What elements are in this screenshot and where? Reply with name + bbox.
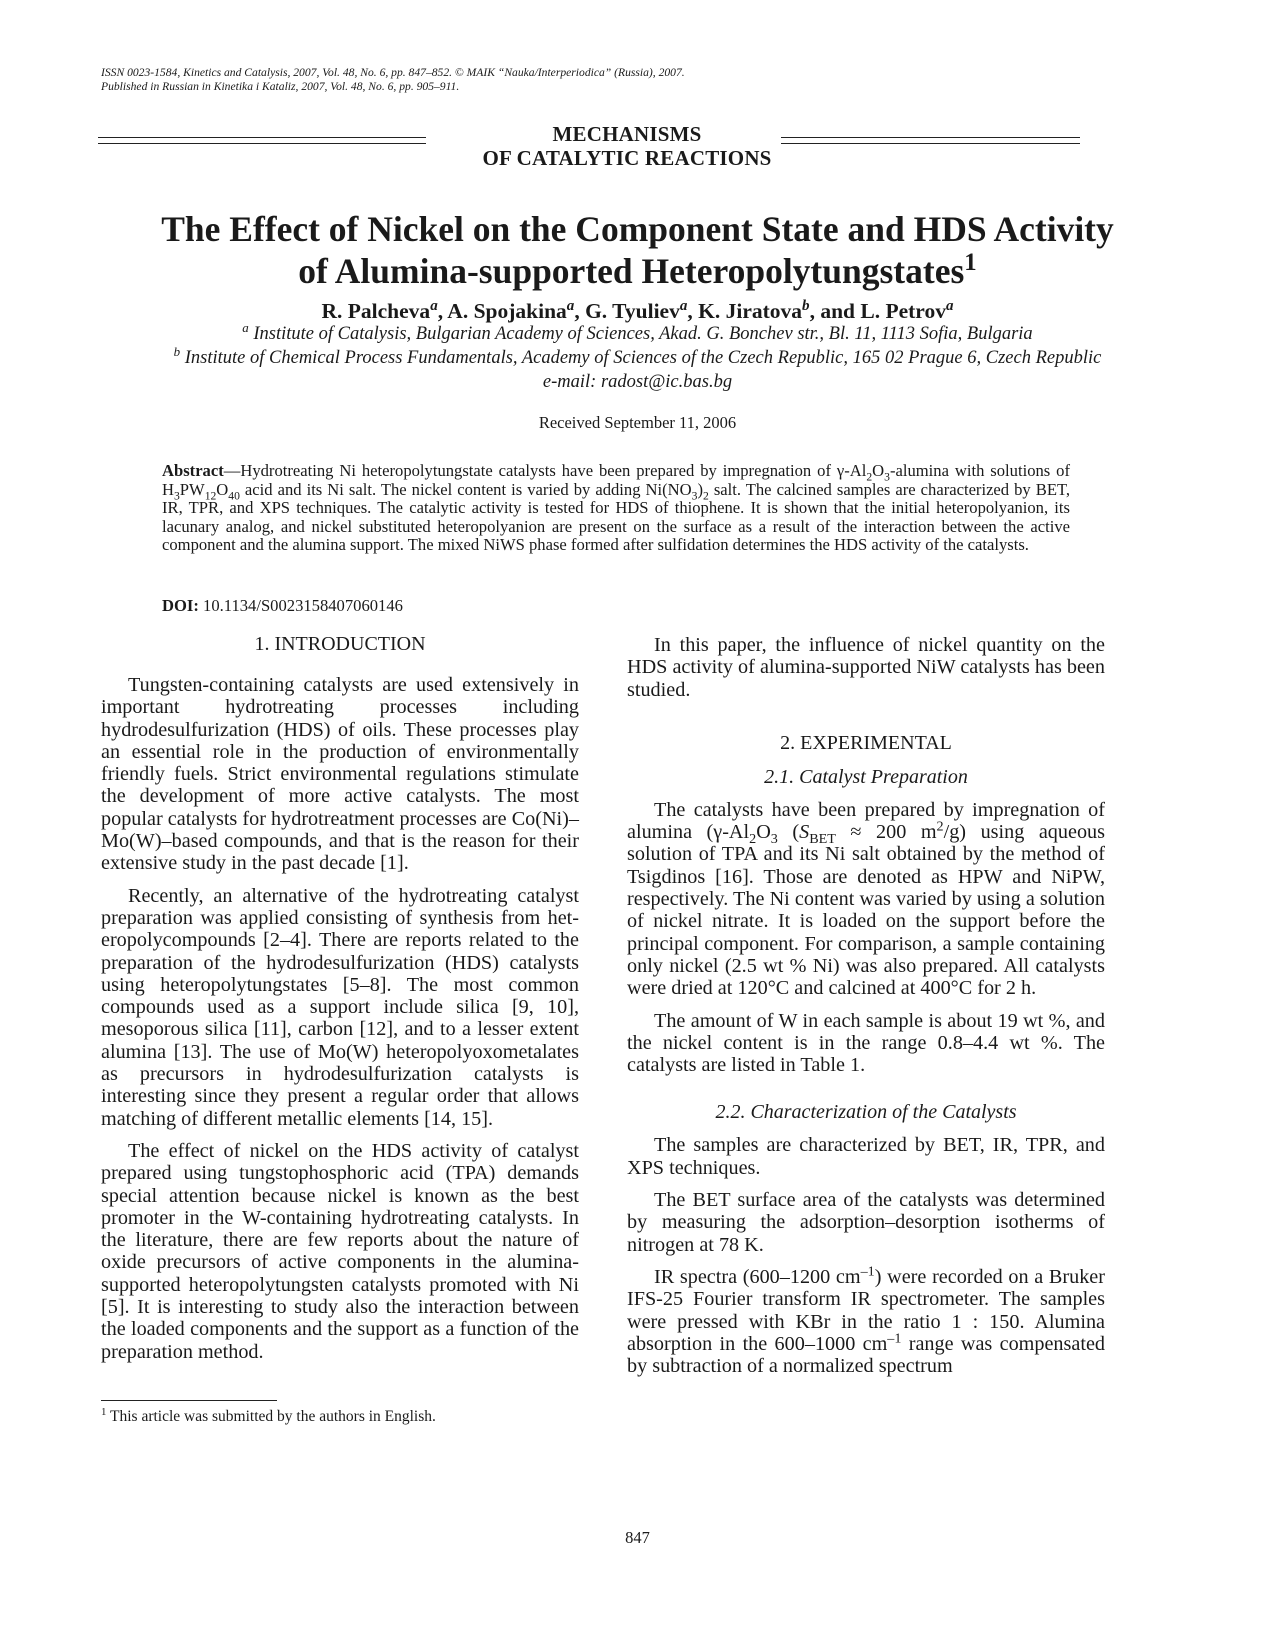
preparation-paragraph: The catalysts have been prepared by impregnation of alumina ($\gamma-Al_2O_3$ ($S_{BET} \approx 200$ $m^2/g$) using aqueous solution of TPA and its Ni salt obtained by the method of Tsigdinos [16]. Those are denoted as HPW and NiPW, respectively. The Ni content was varied by using a solution of nickel nitrate. It is loaded on the support before the principal component. For comparison, a sample containing only nickel (2.5 wt % Ni) was also prepared. All catalysts were dried at 120°C and calcined at 400°C for 2 h. (627, 798, 1105, 1000)
intro-heading: 1. INTRODUCTION (254, 633, 426, 655)
doi-link[interactable]: 10.1134/S0023158407060146 (203, 596, 403, 615)
author-email: e-mail: radost@ic.bas.bg (542, 372, 733, 392)
intro-paragraph-1: Tungsten-containing catalysts are used extensively in important hydrotreating processes including hydrodesulfurization (HDS) of oils. These processes play an essential role in the production of environmentally friendly fuels. Strict environmental regulations stimulate the development of more active catalysts. The most popular catalysts for hydrotreatment processes are Co(Ni)–Mo(W)–based compounds, and that is the reason for their extensive study in the past decade [1]. (101, 674, 579, 875)
article-title-line2: of Alumina-supported Heteropolytungstates$^1$ (298, 249, 977, 291)
subsection-characterization: 2.2. Characterization of the Catalysts (715, 1101, 1017, 1124)
author: L. Petrov$^a$ (860, 297, 954, 323)
doi (162, 596, 403, 616)
affiliation-b: $^b$ Institute of Chemical Process Fundamentals, Academy of Sciences of the Czech Republic, 165 02 Prague 6, Czech Republic (173, 343, 1102, 368)
intro-paragraph-2: Recently, an alternative of the hydrotreating catalyst preparation was applied consisting of synthesis from heteropolycompounds [2–4]. There are reports related to the preparation of the hydrodesulfurization (HDS) catalysts using heteropolytungstates [5–8]. The most common compounds used as a support include silica [9, 10], mesoporous silica [11], carbon [12], and to a lesser extent alumina [13]. The use of Mo(W) heteropolyoxometalates as precursors in hydrodesulfurization catalysts is interesting since they present a regular order that allows matching of different metallic elements [14, 15]. (101, 884, 579, 1130)
abstract: Abstract—Hydrotreating Ni heteropolytungstate catalysts have been prepared by impregnation of $\gamma-Al_2O_3$-alumina with solutions of $H_3PW_{12}O_{40}$ acid and its Ni salt. The nickel content is varied by adding $Ni(NO_3)_2$ salt. The calcined samples are characterized by BET, IR, TPR, and XPS techniques. The catalytic activity is tested for HDS of thiophene. It is shown that the initial heteropolyanion, its lacunary analog, and nickel substituted heteropolyanion are present on the surface as a result of the interaction between the active component and the alumina support. The mixed NiWS phase formed after sulfidation determines the HDS activity of the catalysts. (162, 461, 1071, 554)
article-title (80, 208, 1195, 292)
experimental-heading: 2. EXPERIMENTAL (780, 731, 952, 754)
footnote-rule (101, 1400, 277, 1401)
subsection-catalyst-preparation: 2.1. Catalyst Preparation (764, 765, 968, 788)
section-title-line2: OF CATALYTIC REACTIONS (482, 146, 772, 170)
journal-header-line1: ISSN 0023-1584, Kinetics and Catalysis, 2007, Vol. 48, No. 6, pp. 847–852. © MAIK “Nauka/Interperiodica” (Russia), 2007. (101, 66, 685, 79)
section-title (437, 122, 817, 170)
author: G. Tyuliev$^a$, (585, 297, 699, 323)
affiliation-a: $^a$ Institute of Catalysis, Bulgarian Academy of Sciences, Akad. G. Bonchev str., Bl. 11, 1113 Sofia, Bulgaria (242, 319, 1033, 344)
intro-paragraph-3: The effect of nickel on the HDS activity of catalyst prepared using tungstophosphoric acid (TPA) demands special attention because nickel is known as the best promoter in the W-containing hydrotreating catalysts. In the literature, there are few reports about the nature of oxide precursors of active components in the alumina-supported heteropolytungsten catalysts promoted with Ni [5]. It is interesting to study also the interaction between the loaded components and the support as a function of the preparation method. (101, 1139, 579, 1363)
doi-label: DOI: (162, 596, 199, 615)
section-title-line1: MECHANISMS (552, 122, 702, 146)
author: A. Spojakina$^a$, (447, 297, 586, 323)
received-date: Received September 11, 2006 (538, 413, 737, 432)
article-title-line1: The Effect of Nickel on the Component State and HDS Activity (161, 209, 1114, 249)
journal-header (101, 66, 1101, 94)
author: K. Jiratova$^b$, and (698, 297, 861, 323)
title-footnote-mark: 1 (964, 249, 977, 277)
author: R. Palcheva$^a$, (321, 297, 448, 323)
section-rule-left (98, 137, 426, 144)
techniques-paragraph: The samples are characterized by BET, IR, TPR, and XPS techniques. (627, 1134, 1105, 1179)
ir-paragraph: IR spectra (600–1200 $cm^{-1}$) were recorded on a Bruker IFS-25 Fourier transform IR spectrometer. The samples were pressed with KBr in the ratio 1 : 150. Alumina absorption in the 600–1000 $cm^{-1}$ range was compensated by subtraction of a normalized spectrum (627, 1263, 1105, 1378)
section-rule-right (781, 137, 1080, 144)
left-column (101, 674, 579, 1373)
footnote: $^1$ This article was submitted by the authors in English. (101, 1405, 436, 1425)
journal-header-line2: Published in Russian in Kinetika i Kataliz, 2007, Vol. 48, No. 6, pp. 905–911. (101, 80, 460, 93)
page-number: 847 (625, 1528, 650, 1547)
right-column (627, 634, 1105, 1387)
bet-paragraph: The BET surface area of the catalysts was determined by measuring the adsorption–desorption isotherms of nitrogen at 78 K. (627, 1189, 1105, 1256)
tungsten-amount-paragraph: The amount of W in each sample is about 19 wt %, and the nickel content is in the range 0.8–4.4 wt %. The catalysts are listed in Table 1. (627, 1009, 1105, 1077)
intro-paragraph-4: In this paper, the influence of nickel quantity on the HDS activity of alumina-supported NiW catalysts has been studied. (627, 634, 1105, 701)
